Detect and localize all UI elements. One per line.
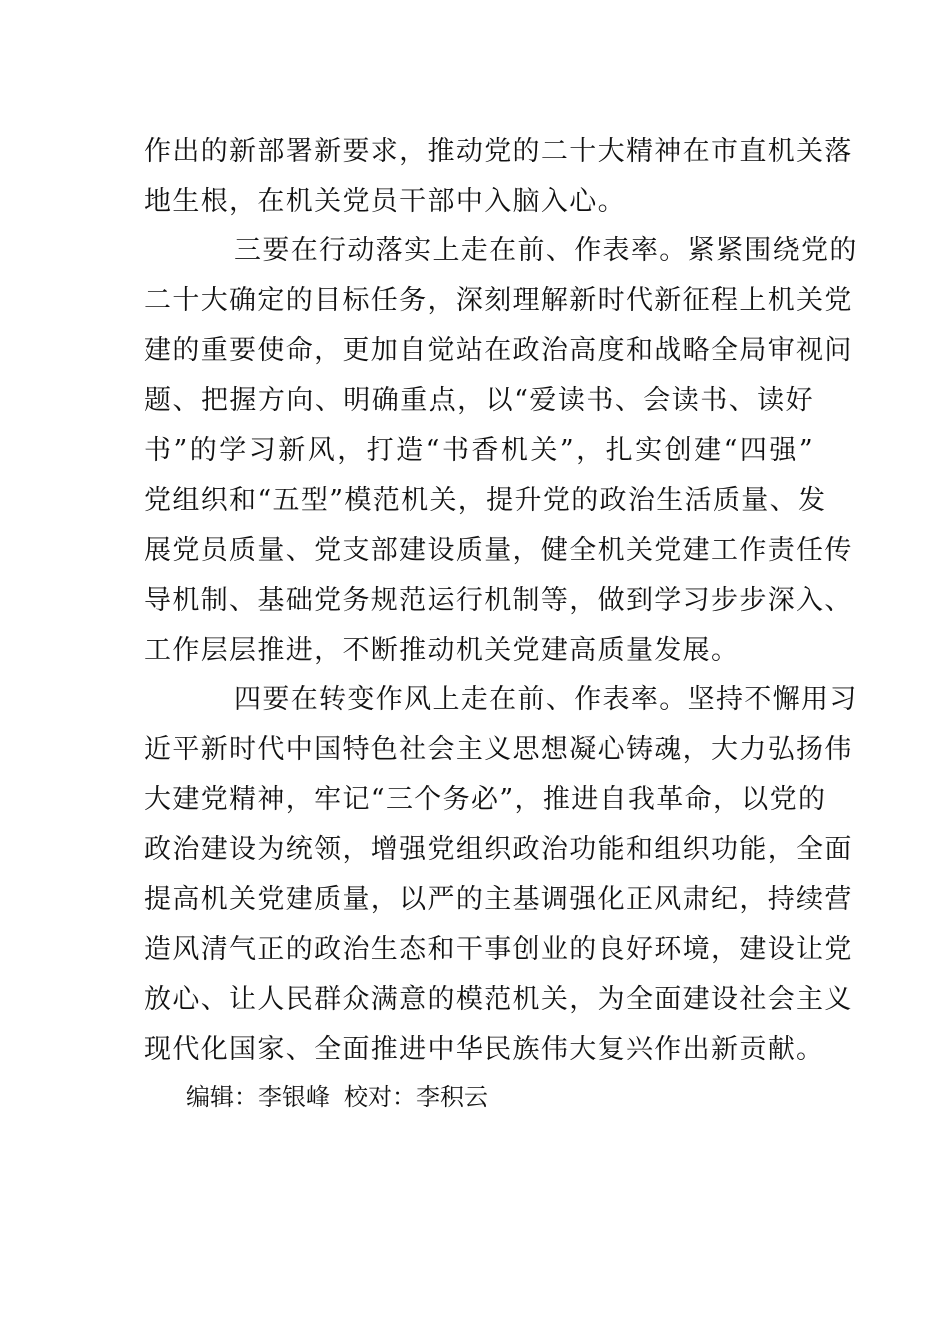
paragraph-3-line-4: 政治建设为统领，增强党组织政治功能和组织功能，全面	[144, 834, 853, 865]
paragraph-2-line-8: 导机制、基础党务规范运行机制等，做到学习步步深入、	[144, 585, 853, 616]
paragraph-1-line-2: 地生根，在机关党员干部中入脑入心。	[144, 186, 626, 217]
paragraph-3-line-8: 现代化国家、全面推进中华民族伟大复兴作出新贡献。	[144, 1034, 825, 1065]
paragraph-3-line-7: 放心、让人民群众满意的模范机关，为全面建设社会主义	[144, 984, 853, 1015]
paragraph-2-line-7: 展党员质量、党支部建设质量，健全机关党建工作责任传	[144, 535, 853, 566]
paragraph-3-line-2: 近平新时代中国特色社会主义思想凝心铸魂，大力弘扬伟	[144, 734, 853, 765]
paragraph-1-line-1: 作出的新部署新要求，推动党的二十大精神在市直机关落	[144, 136, 853, 167]
paragraph-2-line-1: 三要在行动落实上走在前、作表率。紧紧围绕党的	[234, 235, 858, 266]
paragraph-3-line-5: 提高机关党建质量，以严的主基调强化正风肃纪，持续营	[144, 884, 853, 915]
paragraph-3-line-1: 四要在转变作风上走在前、作表率。坚持不懈用习	[234, 684, 858, 715]
proofreader-credit: 校对：李积云	[344, 1083, 488, 1111]
paragraph-2-line-3: 建的重要使命，更加自觉站在政治高度和战略全局审视问	[144, 335, 853, 366]
paragraph-2-line-4: 题、把握方向、明确重点，以“爱读书、会读书、读好	[144, 385, 814, 416]
paragraph-2-line-9: 工作层层推进，不断推动机关党建高质量发展。	[144, 635, 740, 666]
credits-line	[186, 1074, 488, 1120]
editor-credit: 编辑：李银峰	[186, 1083, 330, 1111]
paragraph-2-line-2: 二十大确定的目标任务，深刻理解新时代新征程上机关党	[144, 285, 853, 316]
paragraph-3-line-6: 造风清气正的政治生态和干事创业的良好环境，建设让党	[144, 934, 853, 965]
paragraph-2-line-6: 党组织和“五型”模范机关，提升党的政治生活质量、发	[144, 485, 827, 516]
paragraph-2-line-5: 书”的学习新风，打造“书香机关”，扎实创建“四强”	[144, 435, 814, 466]
paragraph-3-line-3: 大建党精神，牢记“三个务必”，推进自我革命，以党的	[144, 784, 827, 815]
